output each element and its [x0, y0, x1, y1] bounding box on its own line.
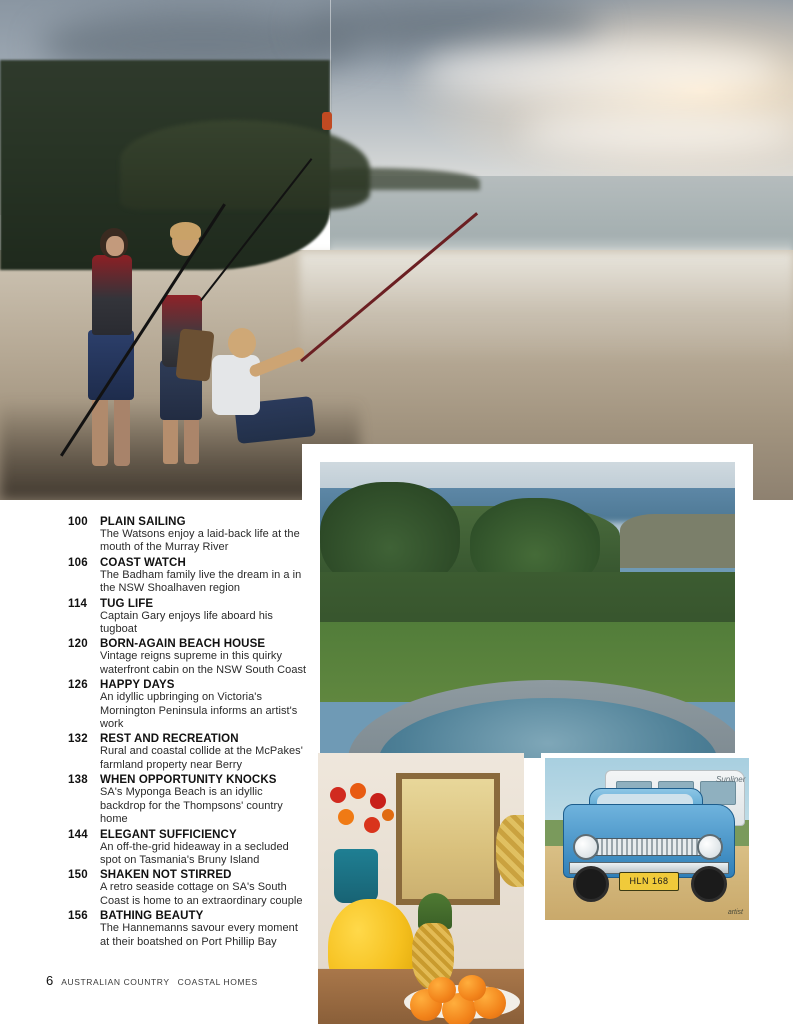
contents-entry-description: Captain Gary enjoys life aboard his tugboat — [100, 609, 273, 636]
contents-page-number: 150 — [68, 869, 88, 882]
contents-page-number: 144 — [68, 828, 88, 841]
contents-entry-header — [68, 638, 318, 650]
contents-entry-description: Vintage reigns supreme in this quirky waterfront cabin on the NSW South Coast — [100, 650, 307, 676]
contents-entry-header — [68, 869, 318, 881]
orange-fruit — [428, 977, 456, 1003]
contents-entry-description: The Hannemanns savour every moment at their boatshed on Port Phillip Bay — [100, 922, 298, 948]
contents-page-number: 126 — [68, 679, 88, 692]
contents-page-number: 156 — [68, 910, 88, 923]
spa-photo-inner — [320, 462, 735, 758]
fishing-lure — [322, 112, 332, 130]
orange-fruit — [458, 975, 486, 1001]
fishing-line — [330, 0, 331, 112]
contents-entry[interactable] — [68, 679, 318, 731]
headlight-icon — [573, 834, 599, 860]
contents-entry-description: SA's Myponga Beach is an idyllic backdrop for the Thompsons' country home — [100, 786, 283, 826]
contents-entry-title: WHEN OPPORTUNITY KNOCKS — [100, 774, 277, 787]
number-plate: HLN 168 — [619, 872, 679, 891]
contents-page-number: 138 — [68, 774, 88, 787]
teal-vase — [334, 849, 378, 903]
contents-page-number: 120 — [68, 638, 88, 651]
car-painting-photo — [541, 753, 753, 925]
contents-entry-description: The Badham family live the dream in a in the NSW Shoalhaven region — [100, 568, 302, 595]
contents-entry[interactable] — [68, 516, 318, 555]
page-footer — [46, 973, 258, 988]
headlight-icon — [697, 834, 723, 860]
spa-headland — [620, 514, 735, 568]
contents-entry-title: BATHING BEAUTY — [100, 910, 204, 923]
caravan-window — [700, 781, 736, 805]
contents-page-number: 132 — [68, 733, 88, 746]
contents-entry-description: An idyllic upbringing on Victoria's Mornington Peninsula informs an artist's work — [100, 691, 298, 731]
contents-entry[interactable] — [68, 869, 318, 908]
contents-entry[interactable] — [68, 638, 318, 677]
contents-entry-header — [68, 774, 318, 786]
car-painting-canvas — [545, 758, 749, 920]
contents-entry-description: Rural and coastal collide at the McPakes' farmland property near Berry — [100, 745, 303, 771]
contents-entry[interactable] — [68, 557, 318, 596]
contents-entry-header — [68, 557, 318, 569]
caravan-brand-label: Sunliner — [716, 775, 746, 784]
artwork-pineapple-motif — [496, 815, 524, 887]
hero-photo-beach-fishing — [0, 0, 793, 500]
contents-entry[interactable] — [68, 774, 318, 826]
contents-entry-header — [68, 829, 318, 841]
contents-entry-header — [68, 598, 318, 610]
contents-entry-description: An off-the-grid hideaway in a secluded spot on Tasmania's Bruny Island — [100, 840, 289, 866]
spa-ocean-photo — [302, 444, 753, 740]
contents-entry[interactable] — [68, 829, 318, 868]
contents-entry-title: PLAIN SAILING — [100, 516, 186, 528]
contents-entry-title: REST AND RECREATION — [100, 733, 239, 746]
cloud-shape — [520, 110, 793, 154]
contents-entry-header — [68, 516, 318, 528]
interior-vignette-photo — [318, 753, 524, 1024]
contents-entry-description: A retro seaside cottage on SA's South Coast is home to an extraordinary couple — [100, 881, 303, 907]
contents-page-number: 114 — [68, 597, 88, 610]
folio-number: 6 — [46, 973, 54, 988]
contents-page-number: 106 — [68, 556, 88, 569]
contents-entry[interactable] — [68, 733, 318, 772]
contents-page-number: 100 — [68, 516, 88, 528]
contents-entry-title: SHAKEN NOT STIRRED — [100, 869, 232, 882]
contents-entry-title: COAST WATCH — [100, 556, 186, 569]
contents-entry-title: ELEGANT SUFFICIENCY — [100, 828, 237, 841]
contents-entry-header — [68, 910, 318, 922]
flower-arrangement — [324, 783, 398, 853]
cloud-shape — [420, 40, 780, 100]
artist-signature: artist — [727, 909, 743, 916]
contents-entry-title: HAPPY DAYS — [100, 679, 175, 692]
footer-masthead: AUSTRALIAN COUNTRY — [61, 977, 170, 987]
footer-title: COASTAL HOMES — [177, 977, 258, 987]
artwork-canvas — [402, 779, 494, 899]
contents-entry-header — [68, 733, 318, 745]
contents-entry-title: BORN-AGAIN BEACH HOUSE — [100, 638, 266, 651]
hero-wet-sand — [300, 252, 793, 362]
contents-list — [68, 516, 318, 951]
contents-entry-header — [68, 679, 318, 691]
contents-entry-description: The Watsons enjoy a laid-back life at the mouth of the Murray River — [100, 528, 300, 554]
contents-entry[interactable] — [68, 598, 318, 637]
contents-entry[interactable] — [68, 910, 318, 949]
car-wheel — [573, 866, 609, 902]
contents-entry-title: TUG LIFE — [100, 597, 154, 610]
car-wheel — [691, 866, 727, 902]
